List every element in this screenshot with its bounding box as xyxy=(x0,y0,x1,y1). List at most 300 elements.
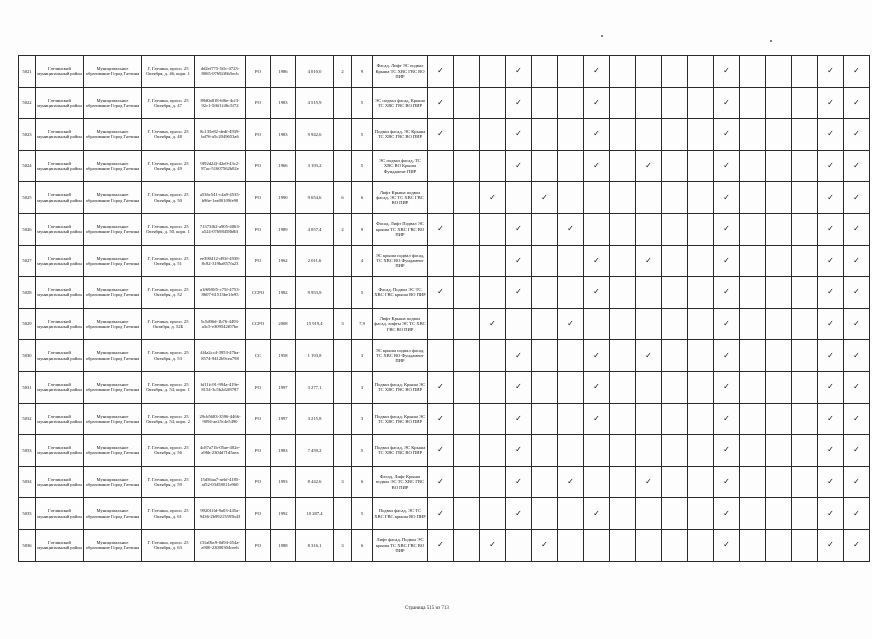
empty-cell xyxy=(558,529,584,561)
empty-cell xyxy=(662,498,688,530)
row-number: 5024 xyxy=(19,150,36,182)
table-row xyxy=(19,277,870,309)
check-mark-icon: ✓ xyxy=(818,340,844,372)
empty-cell xyxy=(454,245,480,277)
area-cell: 9 654,6 xyxy=(296,182,334,214)
empty-cell xyxy=(688,529,714,561)
empty-cell xyxy=(610,87,636,119)
address-cell: Г. Гатчина, просп. 25 Октября, д. 52Б xyxy=(142,308,195,340)
empty-cell xyxy=(688,150,714,182)
wall-type-cell: РО xyxy=(246,371,271,403)
address-cell: Г. Гатчина, просп. 25 Октября, д. 46, корп. 1 xyxy=(142,56,195,88)
empty-cell xyxy=(610,435,636,467)
district-cell: Гатчинский муниципальный район xyxy=(36,182,84,214)
empty-cell xyxy=(636,119,662,151)
guid-cell: bf11fc91-994a-419e-8154-3c5b2d2f8787 xyxy=(195,371,246,403)
district-cell: Гатчинский муниципальный район xyxy=(36,371,84,403)
empty-cell xyxy=(636,498,662,530)
empty-cell xyxy=(662,371,688,403)
area-cell: 3 215,8 xyxy=(296,403,334,435)
empty-cell xyxy=(766,150,792,182)
guid-cell: 9920f1fd-9a03-445a-9436-2b99215595b43 xyxy=(195,498,246,530)
empty-cell xyxy=(792,213,818,245)
empty-cell xyxy=(766,245,792,277)
check-mark-icon: ✓ xyxy=(506,403,532,435)
check-mark-icon: ✓ xyxy=(714,213,740,245)
empty-cell xyxy=(792,150,818,182)
wall-type-cell: СС xyxy=(246,340,271,372)
empty-cell xyxy=(532,87,558,119)
address-cell: Г. Гатчина, просп. 25 Октября, д. 54, корп. 2 xyxy=(142,403,195,435)
empty-cell xyxy=(480,498,506,530)
municipality-cell: Муниципальное образование Город Гатчина xyxy=(84,213,142,245)
check-mark-icon: ✓ xyxy=(584,56,610,88)
empty-cell xyxy=(454,213,480,245)
floors-cell: 5 xyxy=(352,435,373,467)
empty-cell xyxy=(532,277,558,309)
empty-cell xyxy=(740,403,766,435)
floors-cell: 3 xyxy=(352,371,373,403)
check-mark-icon: ✓ xyxy=(844,119,870,151)
works-cell: Подвал фасад, Крыша ЭС ТС ХВС ГВС ВО ПИР xyxy=(373,403,428,435)
empty-cell xyxy=(636,371,662,403)
check-mark-icon: ✓ xyxy=(714,435,740,467)
empty-cell xyxy=(532,150,558,182)
empty-cell xyxy=(740,150,766,182)
empty-cell xyxy=(688,498,714,530)
check-mark-icon: ✓ xyxy=(714,498,740,530)
table-row xyxy=(19,435,870,467)
empty-cell xyxy=(688,277,714,309)
empty-cell xyxy=(428,308,454,340)
address-cell: Г. Гатчина, просп. 25 Октября, д. 50, корп. 1 xyxy=(142,213,195,245)
empty-cell xyxy=(740,435,766,467)
count-cell: 3 xyxy=(334,308,352,340)
floors-cell: 3 xyxy=(352,403,373,435)
floors-cell: 5 xyxy=(352,119,373,151)
year-cell: 1983 xyxy=(271,87,296,119)
year-cell: 1997 xyxy=(271,371,296,403)
empty-cell xyxy=(610,498,636,530)
check-mark-icon: ✓ xyxy=(532,529,558,561)
count-cell: 6 xyxy=(334,182,352,214)
row-number: 5027 xyxy=(19,245,36,277)
works-cell: Фасад, Подвал ЭС ТС ХВС ГВС крыша ВО ПИР xyxy=(373,277,428,309)
check-mark-icon: ✓ xyxy=(636,245,662,277)
check-mark-icon: ✓ xyxy=(818,308,844,340)
check-mark-icon: ✓ xyxy=(506,245,532,277)
empty-cell xyxy=(766,529,792,561)
wall-type-cell: РО xyxy=(246,56,271,88)
district-cell: Гатчинский муниципальный район xyxy=(36,56,84,88)
wall-type-cell: РО xyxy=(246,119,271,151)
check-mark-icon: ✓ xyxy=(844,435,870,467)
check-mark-icon: ✓ xyxy=(584,277,610,309)
empty-cell xyxy=(480,340,506,372)
row-number: 5035 xyxy=(19,498,36,530)
guid-cell: 89d0a818-6f6e-4cf3-92c1-5f6f1f46c5f72 xyxy=(195,87,246,119)
year-cell: 1982 xyxy=(271,277,296,309)
works-cell: ЭС крыша подвал фасад, ТС ХВС ВО Фундамент ПИР xyxy=(373,340,428,372)
works-cell: Лифт Крыша подвал фасад, лифты ЭС ТС ХВС ГВС ВО ПИР xyxy=(373,308,428,340)
empty-cell xyxy=(636,403,662,435)
check-mark-icon: ✓ xyxy=(428,371,454,403)
check-mark-icon: ✓ xyxy=(844,182,870,214)
area-cell: 8 442,6 xyxy=(296,466,334,498)
count-cell xyxy=(334,371,352,403)
empty-cell xyxy=(662,245,688,277)
empty-cell xyxy=(454,403,480,435)
check-mark-icon: ✓ xyxy=(844,87,870,119)
empty-cell xyxy=(662,403,688,435)
floors-cell: 5 xyxy=(352,277,373,309)
works-cell: Лифт Крыша подвал фасад, ЭС ТС ХВС ГВС ВО ПИР xyxy=(373,182,428,214)
empty-cell xyxy=(610,245,636,277)
address-cell: Г. Гатчина, просп. 25 Октября, д. 51 xyxy=(142,245,195,277)
check-mark-icon: ✓ xyxy=(714,308,740,340)
wall-type-cell: РО xyxy=(246,245,271,277)
check-mark-icon: ✓ xyxy=(818,56,844,88)
row-number: 5026 xyxy=(19,213,36,245)
table-row xyxy=(19,182,870,214)
check-mark-icon: ✓ xyxy=(714,371,740,403)
empty-cell xyxy=(558,87,584,119)
check-mark-icon: ✓ xyxy=(584,403,610,435)
check-mark-icon: ✓ xyxy=(818,466,844,498)
count-cell xyxy=(334,245,352,277)
check-mark-icon: ✓ xyxy=(428,435,454,467)
check-mark-icon: ✓ xyxy=(844,245,870,277)
empty-cell xyxy=(480,435,506,467)
empty-cell xyxy=(766,340,792,372)
guid-cell: 8c135e82-dedf-4939-bd76-a5c2049653a6 xyxy=(195,119,246,151)
check-mark-icon: ✓ xyxy=(844,529,870,561)
year-cell: 1986 xyxy=(271,56,296,88)
check-mark-icon: ✓ xyxy=(506,371,532,403)
empty-cell xyxy=(558,150,584,182)
year-cell: 1993 xyxy=(271,466,296,498)
empty-cell xyxy=(792,119,818,151)
district-cell: Гатчинский муниципальный район xyxy=(36,403,84,435)
address-cell: Г. Гатчина, просп. 25 Октября, д. 52 xyxy=(142,277,195,309)
check-mark-icon: ✓ xyxy=(714,403,740,435)
empty-cell xyxy=(532,308,558,340)
table-row xyxy=(19,340,870,372)
empty-cell xyxy=(688,87,714,119)
works-cell: Лифт фасад, Подвал ЭС крыша ТС ХВС ГВС ВО ПИР xyxy=(373,529,428,561)
address-cell: Г. Гатчина, просп. 25 Октября, д. 59 xyxy=(142,466,195,498)
municipality-cell: Муниципальное образование Город Гатчина xyxy=(84,498,142,530)
guid-cell: dd2ef775-5ffc-4723-8065-07692f6b5ecb xyxy=(195,56,246,88)
district-cell: Гатчинский муниципальный район xyxy=(36,340,84,372)
table-row xyxy=(19,529,870,561)
municipality-cell: Муниципальное образование Город Гатчина xyxy=(84,245,142,277)
wall-type-cell: РО xyxy=(246,150,271,182)
check-mark-icon: ✓ xyxy=(844,371,870,403)
check-mark-icon: ✓ xyxy=(636,340,662,372)
year-cell: 2008 xyxy=(271,308,296,340)
municipality-cell: Муниципальное образование Город Гатчина xyxy=(84,403,142,435)
check-mark-icon: ✓ xyxy=(844,56,870,88)
guid-cell: 29cb5683-3596-4466-9094-ae25c4e5490 xyxy=(195,403,246,435)
area-cell: 15 919,4 xyxy=(296,308,334,340)
empty-cell xyxy=(558,498,584,530)
empty-cell xyxy=(688,466,714,498)
count-cell xyxy=(334,150,352,182)
empty-cell xyxy=(480,245,506,277)
check-mark-icon: ✓ xyxy=(844,340,870,372)
check-mark-icon: ✓ xyxy=(714,119,740,151)
address-cell: Г. Гатчина, просп. 25 Октября, д. 49 xyxy=(142,150,195,182)
year-cell: 1997 xyxy=(271,403,296,435)
area-cell: 7 459,2 xyxy=(296,435,334,467)
empty-cell xyxy=(610,277,636,309)
empty-cell xyxy=(766,371,792,403)
check-mark-icon: ✓ xyxy=(532,182,558,214)
check-mark-icon: ✓ xyxy=(584,87,610,119)
area-cell: 8 316,1 xyxy=(296,529,334,561)
row-number: 5025 xyxy=(19,182,36,214)
empty-cell xyxy=(740,245,766,277)
empty-cell xyxy=(532,119,558,151)
check-mark-icon: ✓ xyxy=(714,150,740,182)
empty-cell xyxy=(688,403,714,435)
year-cell: 1983 xyxy=(271,119,296,151)
works-cell: Фасад, Лифт ЭС подвал Крыша ТС ХВС ГВС ВО ПИР xyxy=(373,56,428,88)
floors-cell: 6 xyxy=(352,466,373,498)
table-row xyxy=(19,498,870,530)
area-cell: 2 011,6 xyxy=(296,245,334,277)
scan-speck xyxy=(601,35,603,37)
check-mark-icon: ✓ xyxy=(584,245,610,277)
empty-cell xyxy=(480,371,506,403)
check-mark-icon: ✓ xyxy=(506,277,532,309)
address-cell: Г. Гатчина, просп. 25 Октября, д. 63 xyxy=(142,529,195,561)
empty-cell xyxy=(532,498,558,530)
check-mark-icon: ✓ xyxy=(558,466,584,498)
empty-cell xyxy=(662,466,688,498)
guid-cell: a536c541-c4a9-4535-b96e-1ea00109fe90 xyxy=(195,182,246,214)
area-cell: 9 942,6 xyxy=(296,119,334,151)
check-mark-icon: ✓ xyxy=(714,56,740,88)
empty-cell xyxy=(480,213,506,245)
empty-cell xyxy=(740,371,766,403)
row-number: 5031 xyxy=(19,371,36,403)
empty-cell xyxy=(792,56,818,88)
empty-cell xyxy=(688,182,714,214)
empty-cell xyxy=(662,182,688,214)
wall-type-cell: РО xyxy=(246,403,271,435)
register-table xyxy=(18,55,870,562)
empty-cell xyxy=(766,182,792,214)
municipality-cell: Муниципальное образование Город Гатчина xyxy=(84,182,142,214)
empty-cell xyxy=(688,308,714,340)
empty-cell xyxy=(766,56,792,88)
check-mark-icon: ✓ xyxy=(714,87,740,119)
check-mark-icon: ✓ xyxy=(480,529,506,561)
table-row xyxy=(19,119,870,151)
empty-cell xyxy=(792,466,818,498)
empty-cell xyxy=(792,435,818,467)
empty-cell xyxy=(688,245,714,277)
empty-cell xyxy=(428,182,454,214)
municipality-cell: Муниципальное образование Город Гатчина xyxy=(84,87,142,119)
empty-cell xyxy=(662,277,688,309)
register-body xyxy=(19,56,870,562)
empty-cell xyxy=(688,371,714,403)
empty-cell xyxy=(532,435,558,467)
empty-cell xyxy=(584,466,610,498)
empty-cell xyxy=(480,277,506,309)
count-cell: 3 xyxy=(334,466,352,498)
empty-cell xyxy=(610,182,636,214)
check-mark-icon: ✓ xyxy=(558,213,584,245)
address-cell: Г. Гатчина, просп. 25 Октября, д. 61 xyxy=(142,498,195,530)
empty-cell xyxy=(766,498,792,530)
table-row xyxy=(19,371,870,403)
empty-cell xyxy=(480,119,506,151)
check-mark-icon: ✓ xyxy=(714,182,740,214)
check-mark-icon: ✓ xyxy=(818,150,844,182)
floors-cell: 6 xyxy=(352,182,373,214)
empty-cell xyxy=(740,119,766,151)
empty-cell xyxy=(636,87,662,119)
municipality-cell: Муниципальное образование Город Гатчина xyxy=(84,529,142,561)
check-mark-icon: ✓ xyxy=(714,466,740,498)
address-cell: Г. Гатчина, просп. 25 Октября, д. 53 xyxy=(142,340,195,372)
floors-cell: 7,9 xyxy=(352,308,373,340)
empty-cell xyxy=(610,371,636,403)
area-cell: 9 953,9 xyxy=(296,277,334,309)
wall-type-cell: РО xyxy=(246,87,271,119)
empty-cell xyxy=(454,435,480,467)
district-cell: Гатчинский муниципальный район xyxy=(36,466,84,498)
floors-cell: 9 xyxy=(352,56,373,88)
guid-cell: 4f4a2cc4-3953-47ba-8574-9412b9cea798 xyxy=(195,340,246,372)
check-mark-icon: ✓ xyxy=(844,277,870,309)
empty-cell xyxy=(740,498,766,530)
empty-cell xyxy=(558,403,584,435)
area-cell: 1 193,8 xyxy=(296,340,334,372)
floors-cell: 5 xyxy=(352,498,373,530)
check-mark-icon: ✓ xyxy=(714,277,740,309)
table-row xyxy=(19,150,870,182)
count-cell xyxy=(334,340,352,372)
empty-cell xyxy=(558,245,584,277)
empty-cell xyxy=(428,150,454,182)
check-mark-icon: ✓ xyxy=(818,529,844,561)
check-mark-icon: ✓ xyxy=(584,371,610,403)
wall-type-cell: РО xyxy=(246,498,271,530)
empty-cell xyxy=(792,277,818,309)
empty-cell xyxy=(662,213,688,245)
check-mark-icon: ✓ xyxy=(428,466,454,498)
empty-cell xyxy=(480,56,506,88)
guid-cell: ee390412-d93f-4938-8c82-319ba857fa23 xyxy=(195,245,246,277)
area-cell: 4 010,0 xyxy=(296,56,334,88)
works-cell: ЭС подвал фасад, ТС ХВС ВО Крыша Фундамент ПИР xyxy=(373,150,428,182)
empty-cell xyxy=(792,529,818,561)
floors-cell: 4 xyxy=(352,245,373,277)
address-cell: Г. Гатчина, просп. 25 Октября, д. 54, корп. 1 xyxy=(142,371,195,403)
empty-cell xyxy=(532,56,558,88)
wall-type-cell: РО xyxy=(246,529,271,561)
empty-cell xyxy=(454,87,480,119)
empty-cell xyxy=(792,403,818,435)
empty-cell xyxy=(506,529,532,561)
check-mark-icon: ✓ xyxy=(844,150,870,182)
empty-cell xyxy=(454,277,480,309)
empty-cell xyxy=(480,150,506,182)
district-cell: Гатчинский муниципальный район xyxy=(36,213,84,245)
check-mark-icon: ✓ xyxy=(714,245,740,277)
check-mark-icon: ✓ xyxy=(844,213,870,245)
year-cell: 1989 xyxy=(271,213,296,245)
empty-cell xyxy=(532,466,558,498)
year-cell: 1983 xyxy=(271,435,296,467)
empty-cell xyxy=(662,150,688,182)
empty-cell xyxy=(584,435,610,467)
district-cell: Гатчинский муниципальный район xyxy=(36,435,84,467)
empty-cell xyxy=(740,277,766,309)
district-cell: Гатчинский муниципальный район xyxy=(36,529,84,561)
floors-cell: 5 xyxy=(352,87,373,119)
area-cell: 4 057,4 xyxy=(296,213,334,245)
check-mark-icon: ✓ xyxy=(428,403,454,435)
row-number: 5034 xyxy=(19,466,36,498)
empty-cell xyxy=(792,308,818,340)
count-cell xyxy=(334,277,352,309)
empty-cell xyxy=(636,182,662,214)
check-mark-icon: ✓ xyxy=(506,56,532,88)
empty-cell xyxy=(766,87,792,119)
floors-cell: 6 xyxy=(352,529,373,561)
empty-cell xyxy=(454,466,480,498)
check-mark-icon: ✓ xyxy=(818,245,844,277)
empty-cell xyxy=(480,87,506,119)
empty-cell xyxy=(636,308,662,340)
guid-cell: 5c5d96d-1b76-4493-a3c5-e309542f07be xyxy=(195,308,246,340)
works-cell: ЭС крыша подвал фасад, ТС ХВС ВО Фундамент ПИР xyxy=(373,245,428,277)
area-cell: 3 277,1 xyxy=(296,371,334,403)
check-mark-icon: ✓ xyxy=(480,182,506,214)
empty-cell xyxy=(662,119,688,151)
empty-cell xyxy=(792,87,818,119)
check-mark-icon: ✓ xyxy=(636,150,662,182)
check-mark-icon: ✓ xyxy=(558,308,584,340)
row-number: 5021 xyxy=(19,56,36,88)
table-row xyxy=(19,56,870,88)
municipality-cell: Муниципальное образование Город Гатчина xyxy=(84,150,142,182)
count-cell: 2 xyxy=(334,213,352,245)
empty-cell xyxy=(558,119,584,151)
empty-cell xyxy=(532,245,558,277)
check-mark-icon: ✓ xyxy=(818,498,844,530)
empty-cell xyxy=(636,213,662,245)
check-mark-icon: ✓ xyxy=(506,119,532,151)
check-mark-icon: ✓ xyxy=(636,466,662,498)
check-mark-icon: ✓ xyxy=(506,435,532,467)
check-mark-icon: ✓ xyxy=(844,403,870,435)
empty-cell xyxy=(662,87,688,119)
row-number: 5033 xyxy=(19,435,36,467)
empty-cell xyxy=(636,56,662,88)
works-cell: ЭС подвал фасад, Крыша ТС ХВС ГВС ВО ПИР xyxy=(373,87,428,119)
row-number: 5029 xyxy=(19,308,36,340)
table-row xyxy=(19,213,870,245)
check-mark-icon: ✓ xyxy=(584,340,610,372)
count-cell xyxy=(334,403,352,435)
